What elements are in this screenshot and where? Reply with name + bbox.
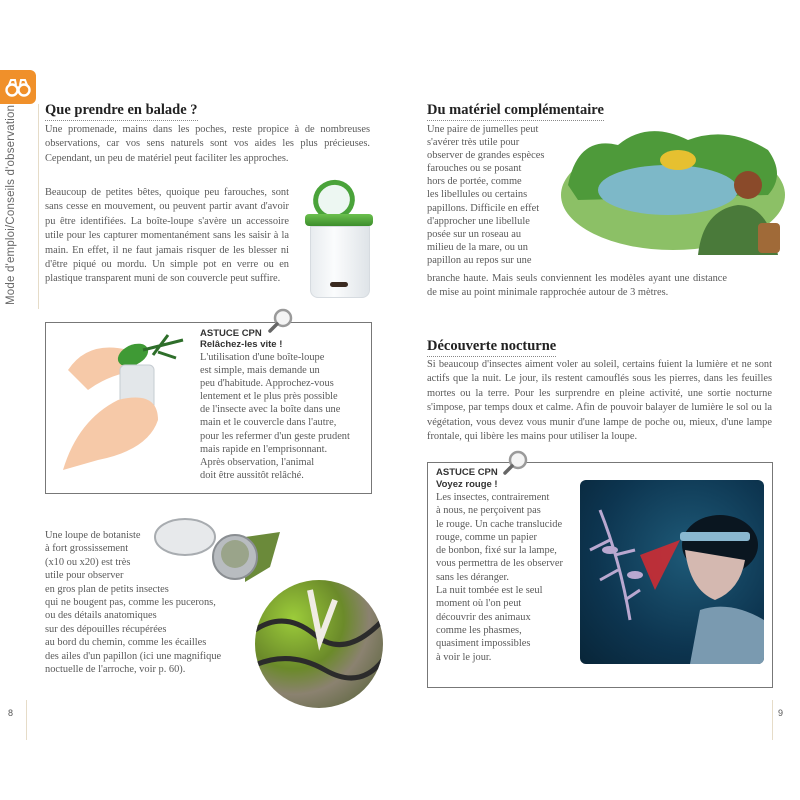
page-number-left: 8 xyxy=(8,708,14,718)
tip-line: à nous, ne perçoivent pas xyxy=(436,505,541,517)
nocturne-paragraph: Si beaucoup d'insectes aiment voler au soleil, certains fuient la lumière et ne sont actifs que la nuit. Le jour, ils restent camouflés sous les pierres, dans les feuilles mortes ou la terre. Pour les surprendre en pleine activité, une sortie nocturne s'impose, par temps doux et calme. Afin de pouvoir balayer de lumière le sol ou la végétation, vous devez vous munir d'une lampe de poche ou, mieux, d'une lampe frontale, qui libère les mains pour utiliser la loupe. xyxy=(427,359,772,443)
binoculars-icon xyxy=(5,79,31,97)
tip-line: La nuit tombée est le seul xyxy=(436,585,543,597)
tip-line: rouge, comme un papier xyxy=(436,531,537,543)
tip-heading: Relâchez-les vite ! xyxy=(200,339,283,350)
tip-label: ASTUCE CPN xyxy=(200,328,262,339)
tip-line: sans les déranger. xyxy=(436,571,509,583)
text-line: milieu de la mare, ou un xyxy=(427,241,528,253)
heading: Que prendre en balade ? xyxy=(45,102,198,121)
heading: Découverte nocturne xyxy=(427,338,556,357)
text-line: papillons. Difficile en effet xyxy=(427,202,540,214)
text-line: s'avérer très utile pour xyxy=(427,137,520,149)
tip-heading: Voyez rouge ! xyxy=(436,479,498,490)
tip-line: de bonbon, fixé sur la lampe, xyxy=(436,545,557,557)
section-title-que-prendre xyxy=(45,101,198,121)
tip-line: comme les phasmes, xyxy=(436,624,522,636)
text-line: farouches ou se posant xyxy=(427,163,522,175)
loupe-line: au bord du chemin, comme les écailles xyxy=(45,637,207,649)
loupe-line: (x10 ou x20) est très xyxy=(45,556,131,568)
loupe-line: des ailes d'un papillon (ici une magnifique xyxy=(45,650,222,662)
text-line: hors de portée, comme xyxy=(427,176,522,188)
loupe-line: en gros plan de petits insectes xyxy=(45,583,169,595)
wing-closeup-illustration xyxy=(255,580,383,708)
tip-line: quasiment impossibles xyxy=(436,638,531,650)
boite-loupe-illustration xyxy=(305,180,373,298)
hands-illustration xyxy=(58,330,188,480)
loupe-line: ou des détails anatomiques xyxy=(45,610,157,622)
tip-line: L'utilisation d'une boîte-loupe xyxy=(200,352,325,363)
jumelles-continuation: branche haute. Mais seuls conviennent les modèles ayant une distance de mise au point minimale rapprochée autour de 3 mètres. xyxy=(427,273,727,299)
tip-line: Après observation, l'animal xyxy=(200,456,315,468)
text-line: observer de grandes espèces xyxy=(427,150,545,162)
section-tab xyxy=(0,70,36,104)
text-line: papillon au repos sur une xyxy=(427,254,532,266)
tip-line: Les insectes, contrairement xyxy=(436,492,550,503)
magnifier-icon xyxy=(268,308,294,334)
boite-loupe-paragraph: Beaucoup de petites bêtes, quoique peu farouches, sont sans cesse en mouvement, ou peuvent partir avant d'avoir pu être identifiées. La boîte-loupe s'avère un accessoire utile pour les capturer momentanément sans les saisir à la main. En effet, il ne faut jamais risquer de les blesser ni d'être piqué ou mordu. Un simple pot en verre ou en plastique transparent muni de son couvercle peut suffire. xyxy=(45,187,289,285)
loupe-line: qui ne bougent pas, comme les pucerons, xyxy=(45,597,216,609)
page-divider-left xyxy=(26,700,27,740)
text-line: Une paire de jumelles peut xyxy=(427,124,539,135)
intro-paragraph: Une promenade, mains dans les poches, reste propice à de nombreuses observations, car vos sens naturels sont vos aides les plus précieuses. Cependant, un peu de matériel peut faciliter les approches. xyxy=(45,124,370,164)
night-headlamp-illustration xyxy=(580,480,764,664)
text-line: d'approcher une libellule xyxy=(427,215,530,227)
tip-line: le rouge. Un cache translucide xyxy=(436,518,563,530)
tip-text xyxy=(436,491,581,664)
heading: Du matériel complémentaire xyxy=(427,102,604,121)
text-line: les libellules ou certains xyxy=(427,189,528,201)
tip-line: pour les refermer d'un geste prudent xyxy=(200,430,350,442)
tip-line: mais rapide en l'emprisonnant. xyxy=(200,443,328,455)
loupe-line: sur des dépouilles récupérées xyxy=(45,623,167,635)
tip-line: doit être aussitôt relâché. xyxy=(200,469,304,481)
loupe-line: Une loupe de botaniste xyxy=(45,530,141,541)
text-line: posée sur un roseau au xyxy=(427,228,522,240)
tip-line: découvrir des animaux xyxy=(436,611,531,623)
section-label: Mode d'emploi/Conseils d'observation xyxy=(5,104,17,305)
tip-line: lentement et le plus près possible xyxy=(200,391,338,403)
botanist-loupe-illustration xyxy=(150,512,280,592)
jumelles-paragraph xyxy=(427,123,562,267)
magnifier-icon xyxy=(503,450,529,476)
tip-line: de l'insecte avec la boîte dans une xyxy=(200,404,341,416)
tip-line: est simple, mais demande un xyxy=(200,365,320,377)
page-number-right: 9 xyxy=(778,708,784,718)
tip-line: à voir le jour. xyxy=(436,651,492,663)
loupe-line: noctuelle de l'arroche, voir p. 60). xyxy=(45,664,186,676)
sidebar-divider xyxy=(38,104,39,309)
loupe-line: à fort grossissement xyxy=(45,543,129,555)
tip-line: peu d'habitude. Approchez-vous xyxy=(200,378,334,390)
tip-line: vous permettra de les observer xyxy=(436,558,563,570)
tip-line: main et le couvercle dans l'autre, xyxy=(200,417,337,429)
page-divider-right xyxy=(772,700,773,740)
tip-line: moment où l'on peut xyxy=(436,598,522,610)
loupe-line: utile pour observer xyxy=(45,570,124,582)
tip-text xyxy=(200,351,370,482)
tip-label: ASTUCE CPN xyxy=(436,467,498,478)
pond-birdwatcher-illustration xyxy=(558,115,788,255)
section-title-nocturne xyxy=(427,337,556,357)
